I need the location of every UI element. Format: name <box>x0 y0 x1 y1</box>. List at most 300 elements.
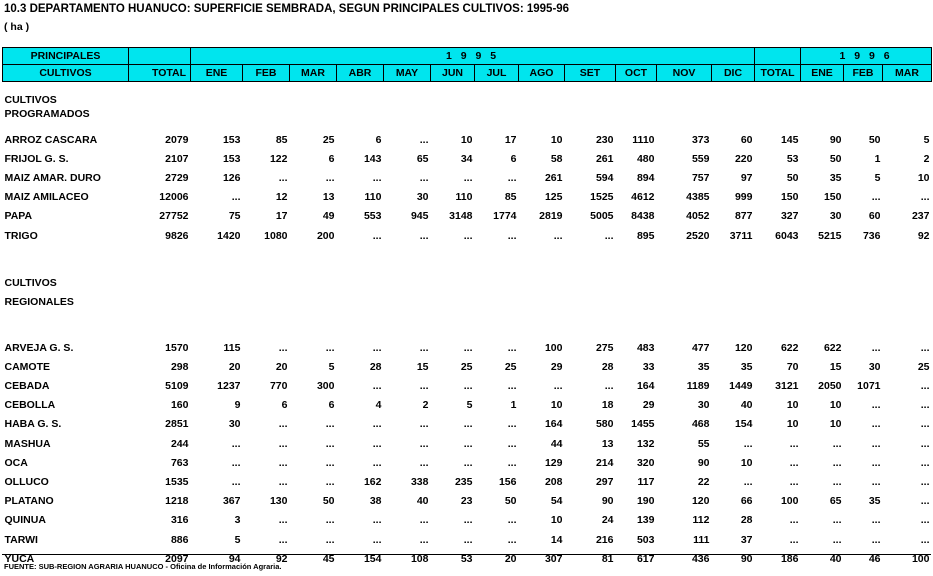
header-month: ENE <box>191 65 243 82</box>
header-cultivos-top: PRINCIPALES <box>3 48 129 65</box>
value-cell: 27752 <box>159 210 189 223</box>
value-cell: 6 <box>281 399 288 412</box>
value-cell: 477 <box>691 341 710 354</box>
value-cell: ... <box>325 437 335 450</box>
value-cell: 1449 <box>729 380 753 393</box>
table-row <box>3 357 932 376</box>
value-cell: 190 <box>636 495 655 508</box>
value-cell: 1525 <box>590 191 614 204</box>
value-cell: 24 <box>601 514 614 527</box>
table-title: 10.3 DEPARTAMENTO HUANUCO: SUPERFICIE SEMBRADA, SEGUN PRINCIPALES CULTIVOS: 1995-96 <box>4 3 570 15</box>
value-cell: 10 <box>829 399 842 412</box>
value-cell: ... <box>419 229 429 242</box>
value-cell: 10 <box>550 399 563 412</box>
value-cell: 5005 <box>590 210 614 223</box>
value-cell: 25 <box>917 360 930 373</box>
value-cell: 5 <box>466 399 473 412</box>
value-cell: 2050 <box>818 380 842 393</box>
value-cell: 30 <box>228 418 241 431</box>
value-cell: 895 <box>636 229 655 242</box>
value-cell: ... <box>463 341 473 354</box>
value-cell: ... <box>920 191 930 204</box>
value-cell: 92 <box>917 229 930 242</box>
value-cell: 770 <box>269 380 288 393</box>
section-title-line: REGIONALES <box>4 295 74 308</box>
value-cell: 94 <box>228 552 241 565</box>
value-cell: 30 <box>868 360 881 373</box>
value-cell: 75 <box>228 210 241 223</box>
crop-name: MASHUA <box>4 437 51 450</box>
value-cell: 29 <box>550 360 563 373</box>
value-cell: ... <box>920 341 930 354</box>
value-cell: 153 <box>222 152 241 165</box>
value-cell: 5215 <box>818 229 842 242</box>
value-cell: 1218 <box>165 495 189 508</box>
value-cell: ... <box>419 456 429 469</box>
value-cell: 2097 <box>165 552 189 565</box>
value-cell: 1189 <box>686 380 710 393</box>
value-cell: 81 <box>601 552 614 565</box>
table-row <box>3 434 932 453</box>
spacer-cell <box>3 311 932 338</box>
crop-name: CEBOLLA <box>4 399 56 412</box>
value-cell: 37 <box>740 533 753 546</box>
value-cell: 580 <box>595 418 614 431</box>
value-cell: ... <box>278 418 288 431</box>
value-cell: ... <box>871 399 881 412</box>
crop-name: HABA G. S. <box>4 418 62 431</box>
source-note: FUENTE: SUB-REGION AGRARIA HUANUCO - Oficina de Información Agraria. <box>4 562 282 571</box>
spacer-row <box>3 82 932 92</box>
header-month: MAR <box>290 65 337 82</box>
value-cell: 622 <box>823 341 842 354</box>
value-cell: 20 <box>228 360 241 373</box>
value-cell: ... <box>463 437 473 450</box>
table-row <box>3 530 932 549</box>
value-cell: 6043 <box>775 229 799 242</box>
value-cell: 30 <box>416 191 429 204</box>
value-cell: ... <box>604 380 614 393</box>
value-cell: 45 <box>322 552 335 565</box>
value-cell: 156 <box>498 476 517 489</box>
value-cell: 115 <box>223 341 241 354</box>
value-cell: ... <box>871 191 881 204</box>
value-cell: ... <box>231 456 241 469</box>
value-cell: ... <box>507 341 517 354</box>
section-title <box>3 91 129 122</box>
value-cell: ... <box>871 456 881 469</box>
value-cell: 40 <box>829 552 842 565</box>
value-cell: ... <box>372 533 382 546</box>
value-cell: 327 <box>780 210 799 223</box>
crop-name: FRIJOL G. S. <box>4 152 69 165</box>
value-cell: ... <box>419 533 429 546</box>
section-header-row <box>3 273 932 311</box>
table-row <box>3 511 932 530</box>
value-cell: ... <box>278 476 288 489</box>
value-cell: ... <box>372 380 382 393</box>
value-cell: 97 <box>740 171 753 184</box>
value-cell: 1570 <box>165 341 189 354</box>
value-cell: ... <box>920 437 930 450</box>
table-row <box>3 338 932 357</box>
unit-label: ( ha ) <box>4 21 30 33</box>
value-cell: ... <box>419 418 429 431</box>
value-cell: ... <box>278 456 288 469</box>
value-cell: 1 <box>510 399 517 412</box>
table-row <box>3 130 932 149</box>
value-cell: ... <box>463 533 473 546</box>
value-cell: ... <box>789 456 799 469</box>
value-cell: 20 <box>504 552 517 565</box>
value-cell: 35 <box>829 171 842 184</box>
value-cell: ... <box>372 418 382 431</box>
value-cell: 261 <box>595 152 614 165</box>
value-cell: ... <box>920 399 930 412</box>
header-month: DIC <box>712 65 755 82</box>
value-cell: 132 <box>636 437 655 450</box>
header-cultivos: CULTIVOS <box>3 65 129 82</box>
value-cell: 1110 <box>632 133 655 146</box>
value-cell: 594 <box>595 171 614 184</box>
value-cell: 160 <box>170 399 189 412</box>
value-cell: ... <box>419 380 429 393</box>
value-cell: ... <box>372 437 382 450</box>
value-cell: ... <box>920 533 930 546</box>
value-cell: 125 <box>544 191 563 204</box>
table-body <box>3 82 932 569</box>
value-cell: 261 <box>544 171 563 184</box>
value-cell: 85 <box>275 133 288 146</box>
value-cell: 216 <box>595 533 614 546</box>
value-cell: ... <box>604 229 614 242</box>
value-cell: ... <box>871 418 881 431</box>
crop-table <box>2 47 932 568</box>
value-cell: 757 <box>691 171 710 184</box>
value-cell: ... <box>231 191 241 204</box>
value-cell: ... <box>507 171 517 184</box>
section-title-line: CULTIVOS <box>4 93 57 106</box>
value-cell: 13 <box>601 437 614 450</box>
value-cell: 10 <box>829 418 842 431</box>
crop-name: ARVEJA G. S. <box>4 341 74 354</box>
value-cell: 1071 <box>857 380 881 393</box>
value-cell: ... <box>463 229 473 242</box>
value-cell: 85 <box>504 191 517 204</box>
value-cell: 1420 <box>217 229 241 242</box>
value-cell: ... <box>832 476 842 489</box>
value-cell: 1 <box>874 152 881 165</box>
value-cell: ... <box>920 380 930 393</box>
value-cell: 12006 <box>159 191 189 204</box>
header-month: SET <box>565 65 616 82</box>
value-cell: 28 <box>369 360 382 373</box>
value-cell: ... <box>871 476 881 489</box>
value-cell: 320 <box>636 456 655 469</box>
value-cell: 154 <box>363 552 382 565</box>
value-cell: ... <box>278 514 288 527</box>
value-cell: 480 <box>636 152 655 165</box>
value-cell: 468 <box>691 418 710 431</box>
value-cell: 150 <box>780 191 799 204</box>
value-cell: 1237 <box>217 380 241 393</box>
value-cell: 162 <box>363 476 382 489</box>
value-cell: 298 <box>170 360 189 373</box>
value-cell: 6 <box>375 133 382 146</box>
value-cell: 237 <box>911 210 930 223</box>
value-cell: 186 <box>780 552 799 565</box>
value-cell: 90 <box>697 456 710 469</box>
header-month-1996: FEB <box>844 65 883 82</box>
value-cell: 200 <box>316 229 335 242</box>
crop-name: QUINUA <box>4 514 46 527</box>
value-cell: 110 <box>455 191 473 204</box>
value-cell: 307 <box>544 552 563 565</box>
crop-name: YUCA <box>4 552 35 565</box>
value-cell: 30 <box>697 399 710 412</box>
value-cell: 122 <box>269 152 288 165</box>
value-cell: ... <box>507 380 517 393</box>
value-cell: 111 <box>693 533 710 546</box>
value-cell: 877 <box>734 210 753 223</box>
value-cell: 9 <box>234 399 241 412</box>
value-cell: 5 <box>874 171 881 184</box>
crop-name: MAIZ AMAR. DURO <box>4 171 101 184</box>
value-cell: ... <box>419 341 429 354</box>
value-cell: 2107 <box>165 152 189 165</box>
crop-name: PLATANO <box>4 495 54 508</box>
value-cell: 14 <box>550 533 563 546</box>
table-row <box>3 168 932 187</box>
value-cell: 65 <box>416 152 429 165</box>
value-cell: ... <box>832 456 842 469</box>
value-cell: ... <box>231 476 241 489</box>
value-cell: 50 <box>504 495 517 508</box>
value-cell: 44 <box>550 437 563 450</box>
value-cell: 15 <box>829 360 842 373</box>
value-cell: ... <box>507 514 517 527</box>
value-cell: ... <box>325 418 335 431</box>
value-cell: 3148 <box>449 210 473 223</box>
value-cell: ... <box>325 456 335 469</box>
value-cell: 10 <box>550 133 563 146</box>
value-cell: 999 <box>734 191 753 204</box>
value-cell: 50 <box>868 133 881 146</box>
section-title-line: PROGRAMADOS <box>4 107 90 120</box>
value-cell: ... <box>920 418 930 431</box>
value-cell: 1455 <box>631 418 655 431</box>
crop-name: PAPA <box>4 210 33 223</box>
value-cell: ... <box>789 437 799 450</box>
value-cell: 6 <box>328 399 335 412</box>
value-cell: 150 <box>823 191 842 204</box>
crop-name: TARWI <box>4 533 38 546</box>
value-cell: 297 <box>595 476 614 489</box>
value-cell: 108 <box>410 552 429 565</box>
header-month: FEB <box>243 65 290 82</box>
value-cell: 3 <box>234 514 241 527</box>
value-cell: 10 <box>740 456 753 469</box>
value-cell: 35 <box>868 495 881 508</box>
value-cell: 70 <box>786 360 799 373</box>
table-row <box>3 396 932 415</box>
value-cell: 244 <box>170 437 189 450</box>
header-total-top <box>129 48 191 65</box>
value-cell: 214 <box>595 456 614 469</box>
value-cell: 894 <box>636 171 655 184</box>
section-spacer-cell <box>129 91 932 122</box>
header-year-1996: 1 9 9 6 <box>801 48 932 65</box>
spacer-row <box>3 245 932 273</box>
value-cell: 120 <box>691 495 710 508</box>
value-cell: 40 <box>416 495 429 508</box>
value-cell: 18 <box>601 399 614 412</box>
value-cell: 65 <box>829 495 842 508</box>
value-cell: 300 <box>316 380 335 393</box>
spacer-row <box>3 311 932 338</box>
value-cell: ... <box>507 533 517 546</box>
crop-name: MAIZ AMILACEO <box>4 191 89 204</box>
value-cell: 736 <box>862 229 881 242</box>
value-cell: ... <box>832 514 842 527</box>
value-cell: 50 <box>829 152 842 165</box>
value-cell: 30 <box>829 210 842 223</box>
value-cell: ... <box>419 133 429 146</box>
table-row <box>3 453 932 472</box>
value-cell: 60 <box>740 133 753 146</box>
value-cell: ... <box>372 229 382 242</box>
value-cell: ... <box>419 171 429 184</box>
value-cell: 13 <box>322 191 335 204</box>
value-cell: ... <box>231 437 241 450</box>
spacer-cell <box>3 245 932 273</box>
value-cell: 40 <box>740 399 753 412</box>
value-cell: 164 <box>636 380 655 393</box>
value-cell: 5 <box>923 133 930 146</box>
value-cell: 1535 <box>165 476 189 489</box>
value-cell: 53 <box>460 552 473 565</box>
value-cell: 154 <box>734 418 753 431</box>
value-cell: ... <box>553 380 563 393</box>
value-cell: 5 <box>234 533 241 546</box>
value-cell: 12 <box>275 191 288 204</box>
value-cell: 25 <box>322 133 335 146</box>
value-cell: ... <box>920 456 930 469</box>
value-cell: 220 <box>734 152 753 165</box>
value-cell: 1080 <box>264 229 288 242</box>
spacer-cell <box>3 82 932 92</box>
value-cell: 275 <box>595 341 614 354</box>
value-cell: ... <box>507 456 517 469</box>
value-cell: ... <box>507 418 517 431</box>
value-cell: 139 <box>636 514 655 527</box>
value-cell: 373 <box>691 133 710 146</box>
value-cell: ... <box>372 514 382 527</box>
value-cell: 54 <box>550 495 563 508</box>
crop-name: OCA <box>4 456 28 469</box>
value-cell: ... <box>278 171 288 184</box>
value-cell: 100 <box>911 552 930 565</box>
value-cell: ... <box>789 476 799 489</box>
value-cell: ... <box>372 456 382 469</box>
section-title <box>3 273 129 311</box>
value-cell: 46 <box>868 552 881 565</box>
crop-name: CAMOTE <box>4 360 50 373</box>
header-month-1996: ENE <box>801 65 844 82</box>
value-cell: 29 <box>642 399 655 412</box>
value-cell: 100 <box>544 341 563 354</box>
value-cell: 33 <box>642 360 655 373</box>
value-cell: 90 <box>829 133 842 146</box>
section-header-row <box>3 91 932 122</box>
value-cell: 2851 <box>165 418 189 431</box>
value-cell: 145 <box>780 133 799 146</box>
value-cell: 129 <box>544 456 563 469</box>
value-cell: 10 <box>460 133 473 146</box>
value-cell: 503 <box>636 533 655 546</box>
header-month: ABR <box>337 65 384 82</box>
value-cell: 90 <box>601 495 614 508</box>
value-cell: 617 <box>636 552 655 565</box>
header-total2: TOTAL <box>755 65 801 82</box>
value-cell: 15 <box>416 360 429 373</box>
value-cell: 112 <box>692 514 710 527</box>
value-cell: 2520 <box>686 229 710 242</box>
header-total2-top <box>755 48 801 65</box>
value-cell: ... <box>278 341 288 354</box>
value-cell: 436 <box>691 552 710 565</box>
value-cell: 2 <box>923 152 930 165</box>
value-cell: 130 <box>269 495 288 508</box>
section-title-line: CULTIVOS <box>4 276 57 289</box>
value-cell: ... <box>507 229 517 242</box>
value-cell: ... <box>920 495 930 508</box>
header-month: JUL <box>475 65 519 82</box>
value-cell: 10 <box>786 418 799 431</box>
value-cell: 5109 <box>165 380 189 393</box>
value-cell: 55 <box>697 437 710 450</box>
value-cell: 17 <box>504 133 517 146</box>
value-cell: 28 <box>601 360 614 373</box>
value-cell: 10 <box>917 171 930 184</box>
value-cell: 66 <box>740 495 753 508</box>
value-cell: 208 <box>544 476 563 489</box>
value-cell: 10 <box>550 514 563 527</box>
value-cell: ... <box>789 514 799 527</box>
header-month-1996: MAR <box>883 65 932 82</box>
value-cell: 2729 <box>165 171 189 184</box>
value-cell: ... <box>463 514 473 527</box>
header-total: TOTAL <box>129 65 191 82</box>
value-cell: 763 <box>170 456 189 469</box>
value-cell: 38 <box>369 495 382 508</box>
table-row <box>3 149 932 168</box>
value-cell: 553 <box>363 210 382 223</box>
spacer-row <box>3 122 932 130</box>
value-cell: ... <box>278 533 288 546</box>
value-cell: ... <box>871 533 881 546</box>
value-cell: 3121 <box>775 380 799 393</box>
crop-name: OLLUCO <box>4 476 49 489</box>
value-cell: 110 <box>364 191 382 204</box>
value-cell: 367 <box>222 495 241 508</box>
value-cell: 34 <box>460 152 473 165</box>
value-cell: 5 <box>328 360 335 373</box>
value-cell: 35 <box>740 360 753 373</box>
header-month: NOV <box>657 65 712 82</box>
value-cell: ... <box>832 533 842 546</box>
value-cell: 2 <box>422 399 429 412</box>
